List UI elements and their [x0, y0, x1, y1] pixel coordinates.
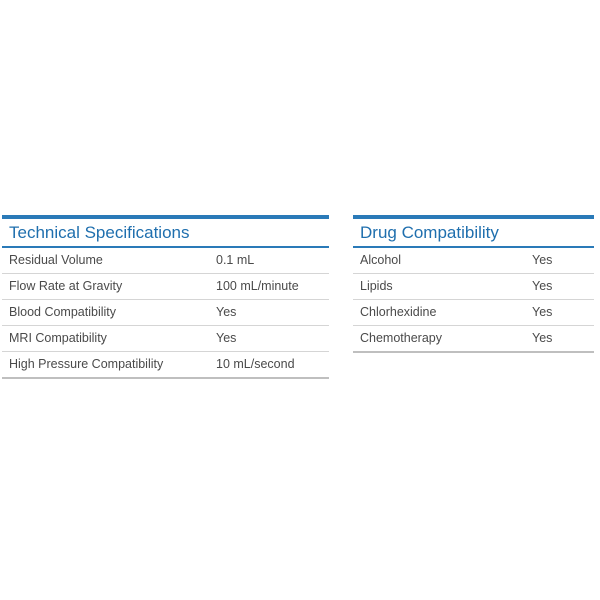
table-row: [353, 326, 594, 353]
table-row: [2, 300, 329, 326]
row-label: Chemotherapy: [360, 331, 442, 345]
table-row: [2, 274, 329, 300]
technical-specifications-header: [2, 215, 329, 248]
row-label: Blood Compatibility: [9, 305, 116, 319]
table-row: [2, 352, 329, 379]
row-label: MRI Compatibility: [9, 331, 107, 345]
row-value: Yes: [216, 331, 237, 345]
table-row: [353, 248, 594, 274]
row-label: Residual Volume: [9, 253, 103, 267]
row-label: Lipids: [360, 279, 393, 293]
drug-compatibility-title: Drug Compatibility: [360, 223, 499, 242]
drug-compatibility-table: [353, 215, 594, 353]
row-label: Flow Rate at Gravity: [9, 279, 123, 293]
technical-specifications-rows: [2, 248, 329, 379]
table-row: [2, 326, 329, 352]
row-value: 10 mL/second: [216, 357, 295, 371]
drug-compatibility-rows: [353, 248, 594, 353]
row-value: Yes: [532, 279, 553, 293]
table-row: [353, 300, 594, 326]
row-value: Yes: [216, 305, 237, 319]
row-label: Alcohol: [360, 253, 401, 267]
row-value: 100 mL/minute: [216, 279, 299, 293]
technical-specifications-table: [2, 215, 329, 379]
technical-specifications-title: Technical Specifications: [9, 223, 190, 242]
row-value: Yes: [532, 253, 553, 267]
table-row: [2, 248, 329, 274]
row-value: Yes: [532, 305, 553, 319]
row-label: High Pressure Compatibility: [9, 357, 164, 371]
row-value: Yes: [532, 331, 553, 345]
row-value: 0.1 mL: [216, 253, 255, 267]
table-row: [353, 274, 594, 300]
row-label: Chlorhexidine: [360, 305, 437, 319]
drug-compatibility-header: [353, 215, 594, 248]
